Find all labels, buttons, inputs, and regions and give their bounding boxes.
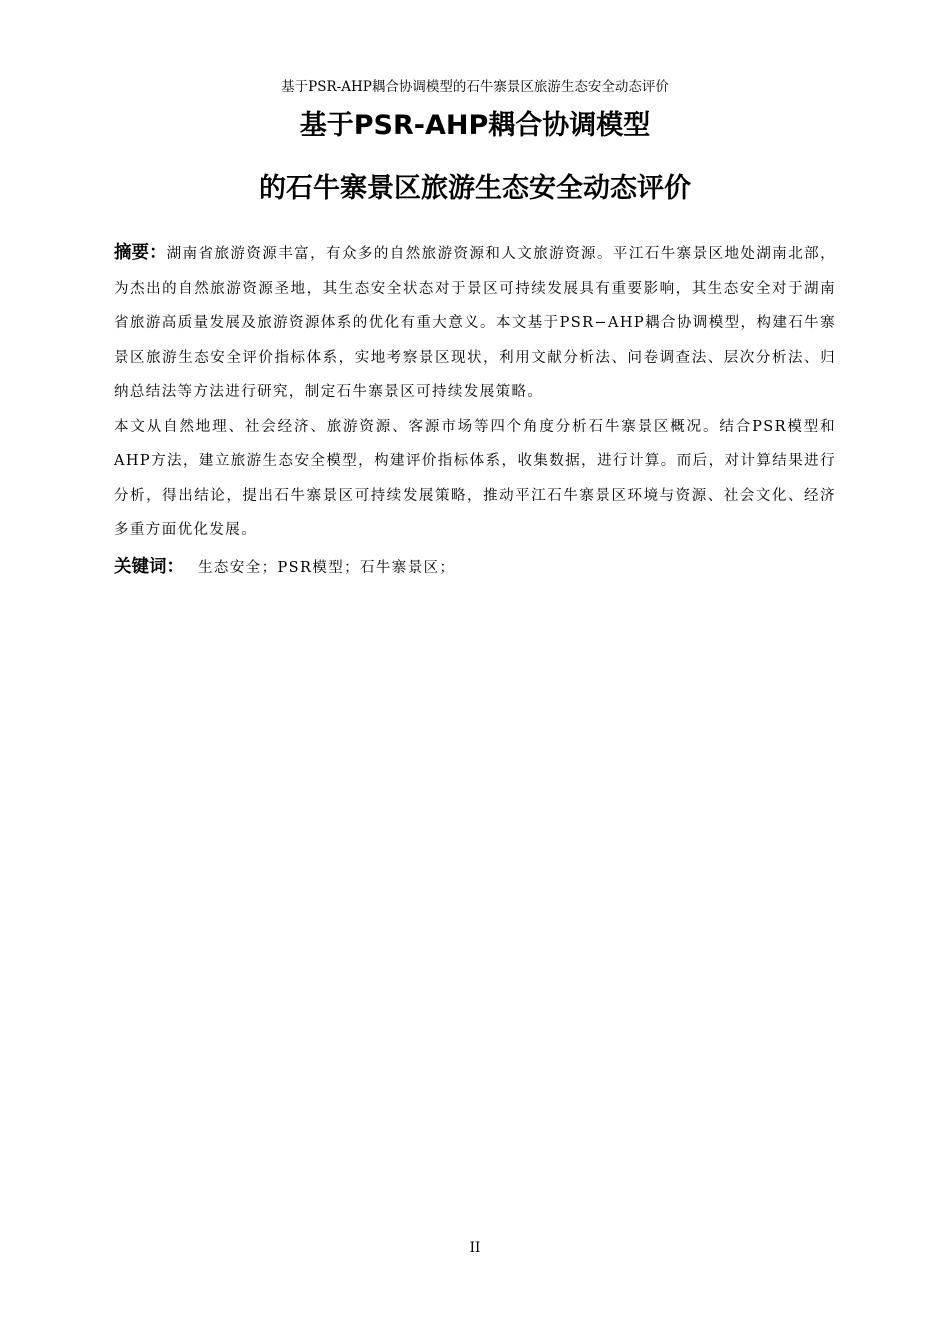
abstract-label: 摘要： <box>114 243 167 263</box>
keywords-label: 关键词： <box>114 556 184 577</box>
abstract-paragraph-2: 本文从自然地理、社会经济、旅游资源、客源市场等四个角度分析石牛寨景区概况。结合PSR模型和AHP方法，建立旅游生态安全模型，构建评价指标体系，收集数据，进行计算。而后，对计算结果进行分析，得出结论，提出石牛寨景区可持续发展策略，推动平江石牛寨景区环境与资源、社会文化、经济多重方面优化发展。 <box>114 418 836 538</box>
abstract-section <box>114 236 836 585</box>
document-title-line-1: 基于PSR-AHP耦合协调模型 <box>299 110 651 141</box>
abstract-paragraph-1 <box>114 236 836 410</box>
page-number: II <box>469 1240 481 1256</box>
document-title-line-2: 的石牛寨景区旅游生态安全动态评价 <box>259 173 691 204</box>
keywords-line <box>114 550 836 586</box>
abstract-text-1: 湖南省旅游资源丰富，有众多的自然旅游资源和人文旅游资源。平江石牛寨景区地处湖南北部，为杰出的自然旅游资源圣地，其生态安全状态对于景区可持续发展具有重要影响，其生态安全对于湖南省旅游高质量发展及旅游资源体系的优化有重大意义。本文基于PSR−AHP耦合协调模型，构建石牛寨景区旅游生态安全评价指标体系，实地考察景区现状，利用文献分析法、问卷调查法、层次分析法、归纳总结法等方法进行研究，制定石牛寨景区可持续发展策略。 <box>114 246 837 400</box>
running-header: 基于PSR-AHP耦合协调模型的石牛寨景区旅游生态安全动态评价 <box>281 79 669 95</box>
keywords-value: 生态安全；PSR模型；石牛寨景区； <box>198 559 456 576</box>
